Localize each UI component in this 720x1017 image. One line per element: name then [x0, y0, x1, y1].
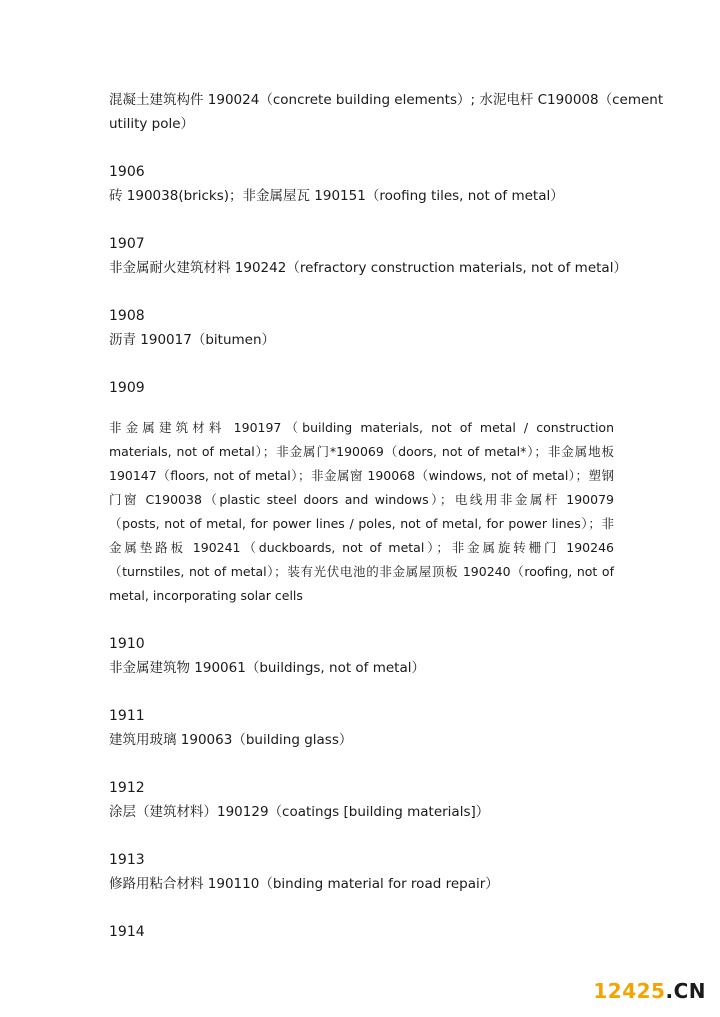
group-code: 1912	[109, 780, 145, 796]
text-line: 修路用粘合材料 190110（binding material for road repair）	[109, 876, 499, 892]
section-1906	[109, 160, 614, 208]
text-line: 砖 190038(bricks)；非金属屋瓦 190151（roofing tiles, not of metal）	[109, 188, 564, 204]
section-1909	[109, 376, 614, 608]
section-1913	[109, 848, 614, 896]
text-line: 非金属耐火建筑材料 190242（refractory construction materials, not of metal）	[109, 260, 627, 276]
text-line: 涂层（建筑材料）190129（coatings [building materials]）	[109, 804, 490, 820]
section-1907	[109, 232, 627, 280]
group-code: 1906	[109, 164, 145, 180]
text-paragraph: 非金属建筑材料 190197（building materials, not of metal / construction materials, not of metal）；非金属门*190069（doors, not of metal*）；非金属地板 190147（floors, not of metal）；非金属窗 190068（windows, not of metal）；塑钢门窗 C190038（plastic steel doors and windows）；电线用非金属杆 190079（posts, not of metal, for power lines / poles, not of metal, for power lines）；非金属垫路板 190241（duckboards, not of metal）；非金属旋转栅门 190246（turnstiles, not of metal）；装有光伏电池的非金属屋顶板 190240（roofing, not of metal, incorporating solar cells	[109, 420, 614, 603]
text-line: 混凝土建筑构件 190024（concrete building elements）; 水泥电杆 C190008（cement	[109, 92, 664, 108]
group-code: 1913	[109, 852, 145, 868]
section-1905-continued	[109, 88, 664, 136]
section-1911	[109, 704, 614, 752]
section-1914	[109, 920, 614, 944]
section-1912	[109, 776, 614, 824]
group-code: 1914	[109, 924, 145, 940]
document-body	[109, 88, 664, 968]
group-code: 1911	[109, 708, 145, 724]
watermark-number: 12425	[593, 979, 666, 1003]
group-code: 1908	[109, 308, 145, 324]
watermark-domain: .CN	[665, 979, 706, 1003]
text-line: 非金属建筑物 190061（buildings, not of metal）	[109, 660, 425, 676]
site-watermark-logo	[593, 979, 706, 1003]
text-line: utility pole）	[109, 116, 195, 132]
section-1908	[109, 304, 614, 352]
text-line: 建筑用玻璃 190063（building glass）	[109, 732, 353, 748]
group-code: 1910	[109, 636, 145, 652]
section-1910	[109, 632, 614, 680]
group-code: 1909	[109, 380, 145, 396]
group-code: 1907	[109, 236, 145, 252]
text-line: 沥青 190017（bitumen）	[109, 332, 276, 348]
